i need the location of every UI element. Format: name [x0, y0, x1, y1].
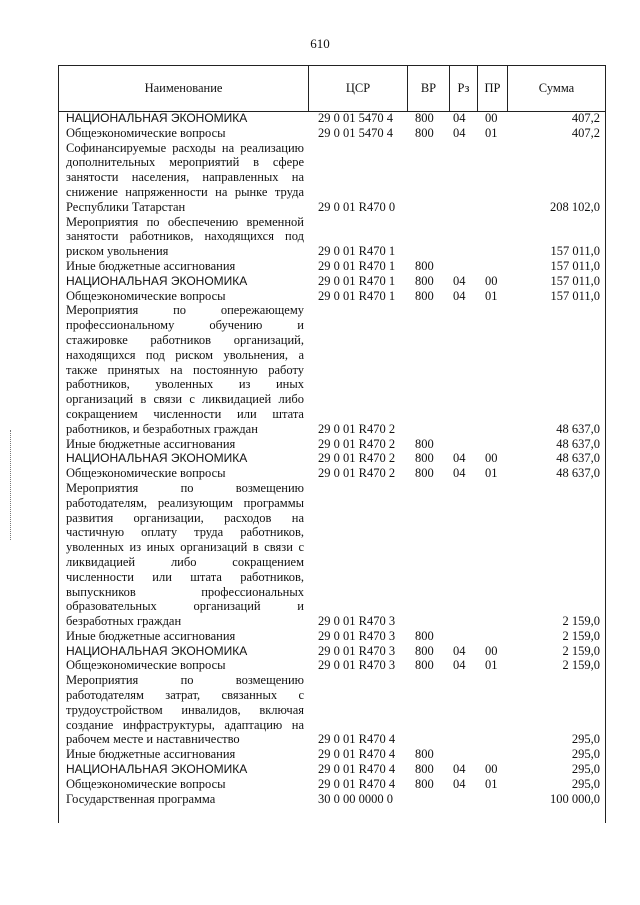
budget-item-name-text: Общеэкономические вопросы: [66, 658, 226, 673]
rz-code: [449, 747, 477, 762]
csr-code-text: 29 0 01 R470 3: [318, 614, 396, 629]
amount-text: 48 637,0: [556, 436, 600, 451]
csr-code: [308, 673, 407, 747]
vr-code-text: 800: [415, 658, 434, 673]
vr-code: [407, 762, 449, 777]
budget-item-name-text: Мероприятия по возмещению работодателям, реализующим программы развития организации, расходов на частичную оплату труда работников, уволенных из иных организаций в связи с ликвидацией либо сокращением численности или штата работников, выпускников профессиональных образовательных организаций и безработных граждан: [66, 480, 304, 629]
budget-item-name: [58, 274, 308, 289]
column-header-sum: Сумма: [538, 81, 575, 95]
rz-code: [449, 141, 477, 215]
vr-code: [407, 111, 449, 126]
budget-item-name-text: НАЦИОНАЛЬНАЯ ЭКОНОМИКА: [66, 643, 248, 658]
amount-text: 157 011,0: [550, 273, 600, 288]
column-header-name: Наименование: [59, 66, 309, 111]
csr-code-text: 29 0 01 R470 1: [318, 288, 396, 303]
vr-code-text: 800: [415, 436, 434, 451]
vr-code-text: 800: [415, 125, 434, 140]
table-row: [58, 126, 606, 141]
rz-code-text: 04: [453, 273, 466, 288]
amount-text: 48 637,0: [556, 466, 600, 481]
pr-code-text: 01: [485, 466, 498, 481]
amount: [507, 259, 606, 274]
rz-code: [449, 644, 477, 659]
amount-text: 2 159,0: [562, 628, 600, 643]
csr-code-text: 29 0 01 5470 4: [318, 125, 393, 140]
budget-item-name: [58, 466, 308, 481]
csr-code-text: 29 0 01 R470 2: [318, 466, 396, 481]
rz-code-text: 04: [453, 762, 466, 777]
pr-code: [477, 673, 507, 747]
amount: [507, 466, 606, 481]
csr-code: [308, 215, 407, 259]
budget-item-name: [58, 481, 308, 629]
table-row: [58, 777, 606, 792]
amount: [507, 274, 606, 289]
vr-code-text: 800: [415, 628, 434, 643]
amount: [507, 303, 606, 436]
csr-code-text: 30 0 00 0000 0: [318, 791, 393, 806]
amount: [507, 215, 606, 259]
budget-item-name: [58, 777, 308, 792]
table-row: [58, 437, 606, 452]
pr-code: [477, 274, 507, 289]
amount-text: 295,0: [571, 762, 600, 777]
amount: [507, 644, 606, 659]
budget-item-name: [58, 141, 308, 215]
vr-code-text: 800: [415, 747, 434, 762]
rz-code-text: 04: [453, 451, 466, 466]
pr-code-text: 01: [485, 658, 498, 673]
pr-code: [477, 141, 507, 215]
csr-code-text: 29 0 01 R470 1: [318, 258, 396, 273]
csr-code-text: 29 0 01 R470 4: [318, 747, 396, 762]
amount: [507, 747, 606, 762]
table-row: [58, 673, 606, 747]
column-header-pr: ПР: [478, 66, 508, 111]
amount-text: 407,2: [571, 111, 600, 125]
csr-code: [308, 303, 407, 436]
budget-item-name-text: НАЦИОНАЛЬНАЯ ЭКОНОМИКА: [66, 762, 248, 777]
budget-item-name-text: Иные бюджетные ассигнования: [66, 628, 236, 643]
table-row: [58, 481, 606, 629]
amount-text: 157 011,0: [550, 258, 600, 273]
vr-code-text: 800: [415, 466, 434, 481]
vr-code: [407, 658, 449, 673]
vr-code: [407, 466, 449, 481]
pr-code: [477, 259, 507, 274]
column-header-csr: ЦСР: [309, 66, 408, 111]
csr-code-text: 29 0 01 R470 3: [318, 643, 396, 658]
csr-code: [308, 777, 407, 792]
vr-code-text: 800: [415, 111, 434, 125]
vr-code: [407, 437, 449, 452]
amount-text: 295,0: [571, 732, 600, 747]
amount-text: 2 159,0: [562, 614, 600, 629]
budget-item-name-text: Мероприятия по обеспечению временной занятости работников, находящихся под риском увольнения: [66, 214, 304, 259]
amount: [507, 658, 606, 673]
rz-code: [449, 303, 477, 436]
pr-code: [477, 466, 507, 481]
amount-text: 2 159,0: [562, 643, 600, 658]
table-row: [58, 215, 606, 259]
budget-item-name: [58, 437, 308, 452]
csr-code: [308, 466, 407, 481]
budget-item-name: [58, 289, 308, 304]
table-row: [58, 303, 606, 436]
pr-code-text: 00: [485, 451, 498, 466]
csr-code: [308, 451, 407, 466]
pr-code-text: 00: [485, 643, 498, 658]
csr-code-text: 29 0 01 R470 4: [318, 776, 396, 791]
amount: [507, 481, 606, 629]
pr-code: [477, 126, 507, 141]
pr-code-text: 01: [485, 776, 498, 791]
budget-item-name-text: Общеэкономические вопросы: [66, 288, 226, 303]
budget-item-name: [58, 259, 308, 274]
pr-code: [477, 437, 507, 452]
amount-text: 157 011,0: [550, 244, 600, 259]
amount-text: 157 011,0: [550, 288, 600, 303]
budget-item-name: [58, 111, 308, 126]
rz-code: [449, 126, 477, 141]
csr-code: [308, 126, 407, 141]
amount-text: 295,0: [571, 747, 600, 762]
amount-text: 48 637,0: [556, 451, 600, 466]
rz-code: [449, 792, 477, 807]
budget-item-name-text: Государственная программа: [66, 791, 216, 806]
pr-code: [477, 644, 507, 659]
budget-item-name-text: Мероприятия по возмещению работодателям затрат, связанных с трудоустройством инвалидов, включая создание инфраструктуры, адаптацию на рабочем месте и наставничество: [66, 673, 304, 747]
budget-item-name: [58, 644, 308, 659]
csr-code: [308, 481, 407, 629]
budget-item-name: [58, 629, 308, 644]
vr-code-text: 800: [415, 762, 434, 777]
csr-code: [308, 437, 407, 452]
csr-code-text: 29 0 01 R470 0: [318, 199, 396, 214]
budget-item-name-text: Иные бюджетные ассигнования: [66, 436, 236, 451]
vr-code: [407, 289, 449, 304]
csr-code: [308, 259, 407, 274]
rz-code: [449, 466, 477, 481]
budget-item-name: [58, 658, 308, 673]
page-number: 610: [310, 36, 330, 51]
pr-code: [477, 792, 507, 807]
rz-code-text: 04: [453, 776, 466, 791]
budget-item-name-text: Иные бюджетные ассигнования: [66, 747, 236, 762]
csr-code-text: 29 0 01 R470 4: [318, 732, 396, 747]
margin-scan-marks: [10, 430, 15, 540]
pr-code: [477, 747, 507, 762]
amount: [507, 673, 606, 747]
budget-item-name-text: НАЦИОНАЛЬНАЯ ЭКОНОМИКА: [66, 451, 248, 466]
rz-code: [449, 658, 477, 673]
budget-item-name: [58, 673, 308, 747]
budget-item-name-text: Общеэкономические вопросы: [66, 776, 226, 791]
csr-code-text: 29 0 01 R470 1: [318, 273, 396, 288]
rz-code: [449, 274, 477, 289]
budget-item-name-text: НАЦИОНАЛЬНАЯ ЭКОНОМИКА: [66, 273, 248, 288]
amount-text: 295,0: [571, 776, 600, 791]
csr-code: [308, 274, 407, 289]
rz-code: [449, 215, 477, 259]
vr-code-text: 800: [415, 451, 434, 466]
rz-code: [449, 673, 477, 747]
budget-item-name-text: Иные бюджетные ассигнования: [66, 258, 236, 273]
rz-code-text: 04: [453, 658, 466, 673]
csr-code: [308, 762, 407, 777]
vr-code: [407, 792, 449, 807]
amount: [507, 762, 606, 777]
budget-item-name-text: Общеэкономические вопросы: [66, 466, 226, 481]
csr-code-text: 29 0 01 R470 2: [318, 436, 396, 451]
amount: [507, 289, 606, 304]
vr-code: [407, 629, 449, 644]
csr-code-text: 29 0 01 R470 2: [318, 451, 396, 466]
amount: [507, 437, 606, 452]
table-row: [58, 141, 606, 215]
vr-code: [407, 141, 449, 215]
vr-code: [407, 673, 449, 747]
budget-item-name: [58, 792, 308, 807]
csr-code: [308, 658, 407, 673]
amount: [507, 629, 606, 644]
pr-code: [477, 111, 507, 126]
table-row: [58, 629, 606, 644]
rz-code: [449, 777, 477, 792]
csr-code: [308, 141, 407, 215]
pr-code-text: 01: [485, 125, 498, 140]
pr-code-text: 00: [485, 111, 498, 125]
table-row: [58, 274, 606, 289]
vr-code-text: 800: [415, 258, 434, 273]
pr-code: [477, 762, 507, 777]
vr-code: [407, 274, 449, 289]
amount: [507, 141, 606, 215]
pr-code: [477, 451, 507, 466]
pr-code: [477, 481, 507, 629]
vr-code-text: 800: [415, 273, 434, 288]
vr-code: [407, 747, 449, 762]
budget-item-name-text: Софинансируемые расходы на реализацию дополнительных мероприятий в сфере занятости населения, направленных на снижение напряженности на рынке труда Республики Татарстан: [66, 140, 304, 214]
budget-item-name: [58, 303, 308, 436]
rz-code: [449, 481, 477, 629]
pr-code: [477, 303, 507, 436]
amount-text: 100 000,0: [550, 791, 600, 806]
vr-code: [407, 303, 449, 436]
budget-item-name: [58, 747, 308, 762]
pr-code: [477, 658, 507, 673]
csr-code: [308, 111, 407, 126]
amount-text: 2 159,0: [562, 658, 600, 673]
vr-code-text: 800: [415, 643, 434, 658]
pr-code-text: 00: [485, 273, 498, 288]
csr-code: [308, 629, 407, 644]
table-row: [58, 644, 606, 659]
csr-code-text: 29 0 01 R470 1: [318, 244, 396, 259]
budget-item-name-text: НАЦИОНАЛЬНАЯ ЭКОНОМИКА: [66, 111, 248, 125]
csr-code-text: 29 0 01 R470 2: [318, 421, 396, 436]
csr-code: [308, 644, 407, 659]
table-header: [58, 65, 606, 112]
table-row: [58, 792, 606, 807]
amount-text: 407,2: [571, 125, 600, 140]
csr-code-text: 29 0 01 5470 4: [318, 111, 393, 125]
amount: [507, 111, 606, 126]
csr-code: [308, 747, 407, 762]
amount-text: 48 637,0: [556, 421, 600, 436]
rz-code-text: 04: [453, 643, 466, 658]
table-row: [58, 762, 606, 777]
table-row: [58, 466, 606, 481]
vr-code: [407, 451, 449, 466]
amount: [507, 777, 606, 792]
rz-code: [449, 451, 477, 466]
budget-item-name: [58, 451, 308, 466]
rz-code-text: 04: [453, 466, 466, 481]
table-row: [58, 289, 606, 304]
rz-code: [449, 289, 477, 304]
rz-code: [449, 259, 477, 274]
budget-item-name: [58, 126, 308, 141]
amount-text: 208 102,0: [550, 199, 600, 214]
rz-code-text: 04: [453, 125, 466, 140]
rz-code: [449, 437, 477, 452]
table-row: [58, 658, 606, 673]
table-body: [58, 111, 606, 806]
budget-item-name-text: Общеэкономические вопросы: [66, 125, 226, 140]
vr-code-text: 800: [415, 776, 434, 791]
csr-code-text: 29 0 01 R470 4: [318, 762, 396, 777]
rz-code: [449, 762, 477, 777]
amount: [507, 451, 606, 466]
table-row: [58, 451, 606, 466]
amount: [507, 792, 606, 807]
pr-code: [477, 629, 507, 644]
column-header-rz: Рз: [450, 66, 478, 111]
rz-code: [449, 111, 477, 126]
vr-code: [407, 126, 449, 141]
csr-code: [308, 792, 407, 807]
csr-code-text: 29 0 01 R470 3: [318, 658, 396, 673]
csr-code: [308, 289, 407, 304]
vr-code: [407, 215, 449, 259]
pr-code: [477, 215, 507, 259]
table-row: [58, 747, 606, 762]
amount: [507, 126, 606, 141]
vr-code-text: 800: [415, 288, 434, 303]
budget-item-name-text: Мероприятия по опережающему профессиональному обучению и стажировке работников организаций, находящихся под риском увольнения, а также принятых на постоянную работу работников, уволенных из иных организаций в связи с ликвидацией либо сокращением численности или штата работников, и безработных граждан: [66, 303, 304, 436]
vr-code: [407, 481, 449, 629]
vr-code: [407, 259, 449, 274]
pr-code-text: 00: [485, 762, 498, 777]
column-header-vr: ВР: [408, 66, 450, 111]
rz-code-text: 04: [453, 111, 466, 125]
table-row: [58, 111, 606, 126]
pr-code-text: 01: [485, 288, 498, 303]
rz-code-text: 04: [453, 288, 466, 303]
csr-code-text: 29 0 01 R470 3: [318, 628, 396, 643]
vr-code: [407, 644, 449, 659]
table-row: [58, 259, 606, 274]
budget-item-name: [58, 762, 308, 777]
vr-code: [407, 777, 449, 792]
pr-code: [477, 289, 507, 304]
rz-code: [449, 629, 477, 644]
pr-code: [477, 777, 507, 792]
budget-item-name: [58, 215, 308, 259]
